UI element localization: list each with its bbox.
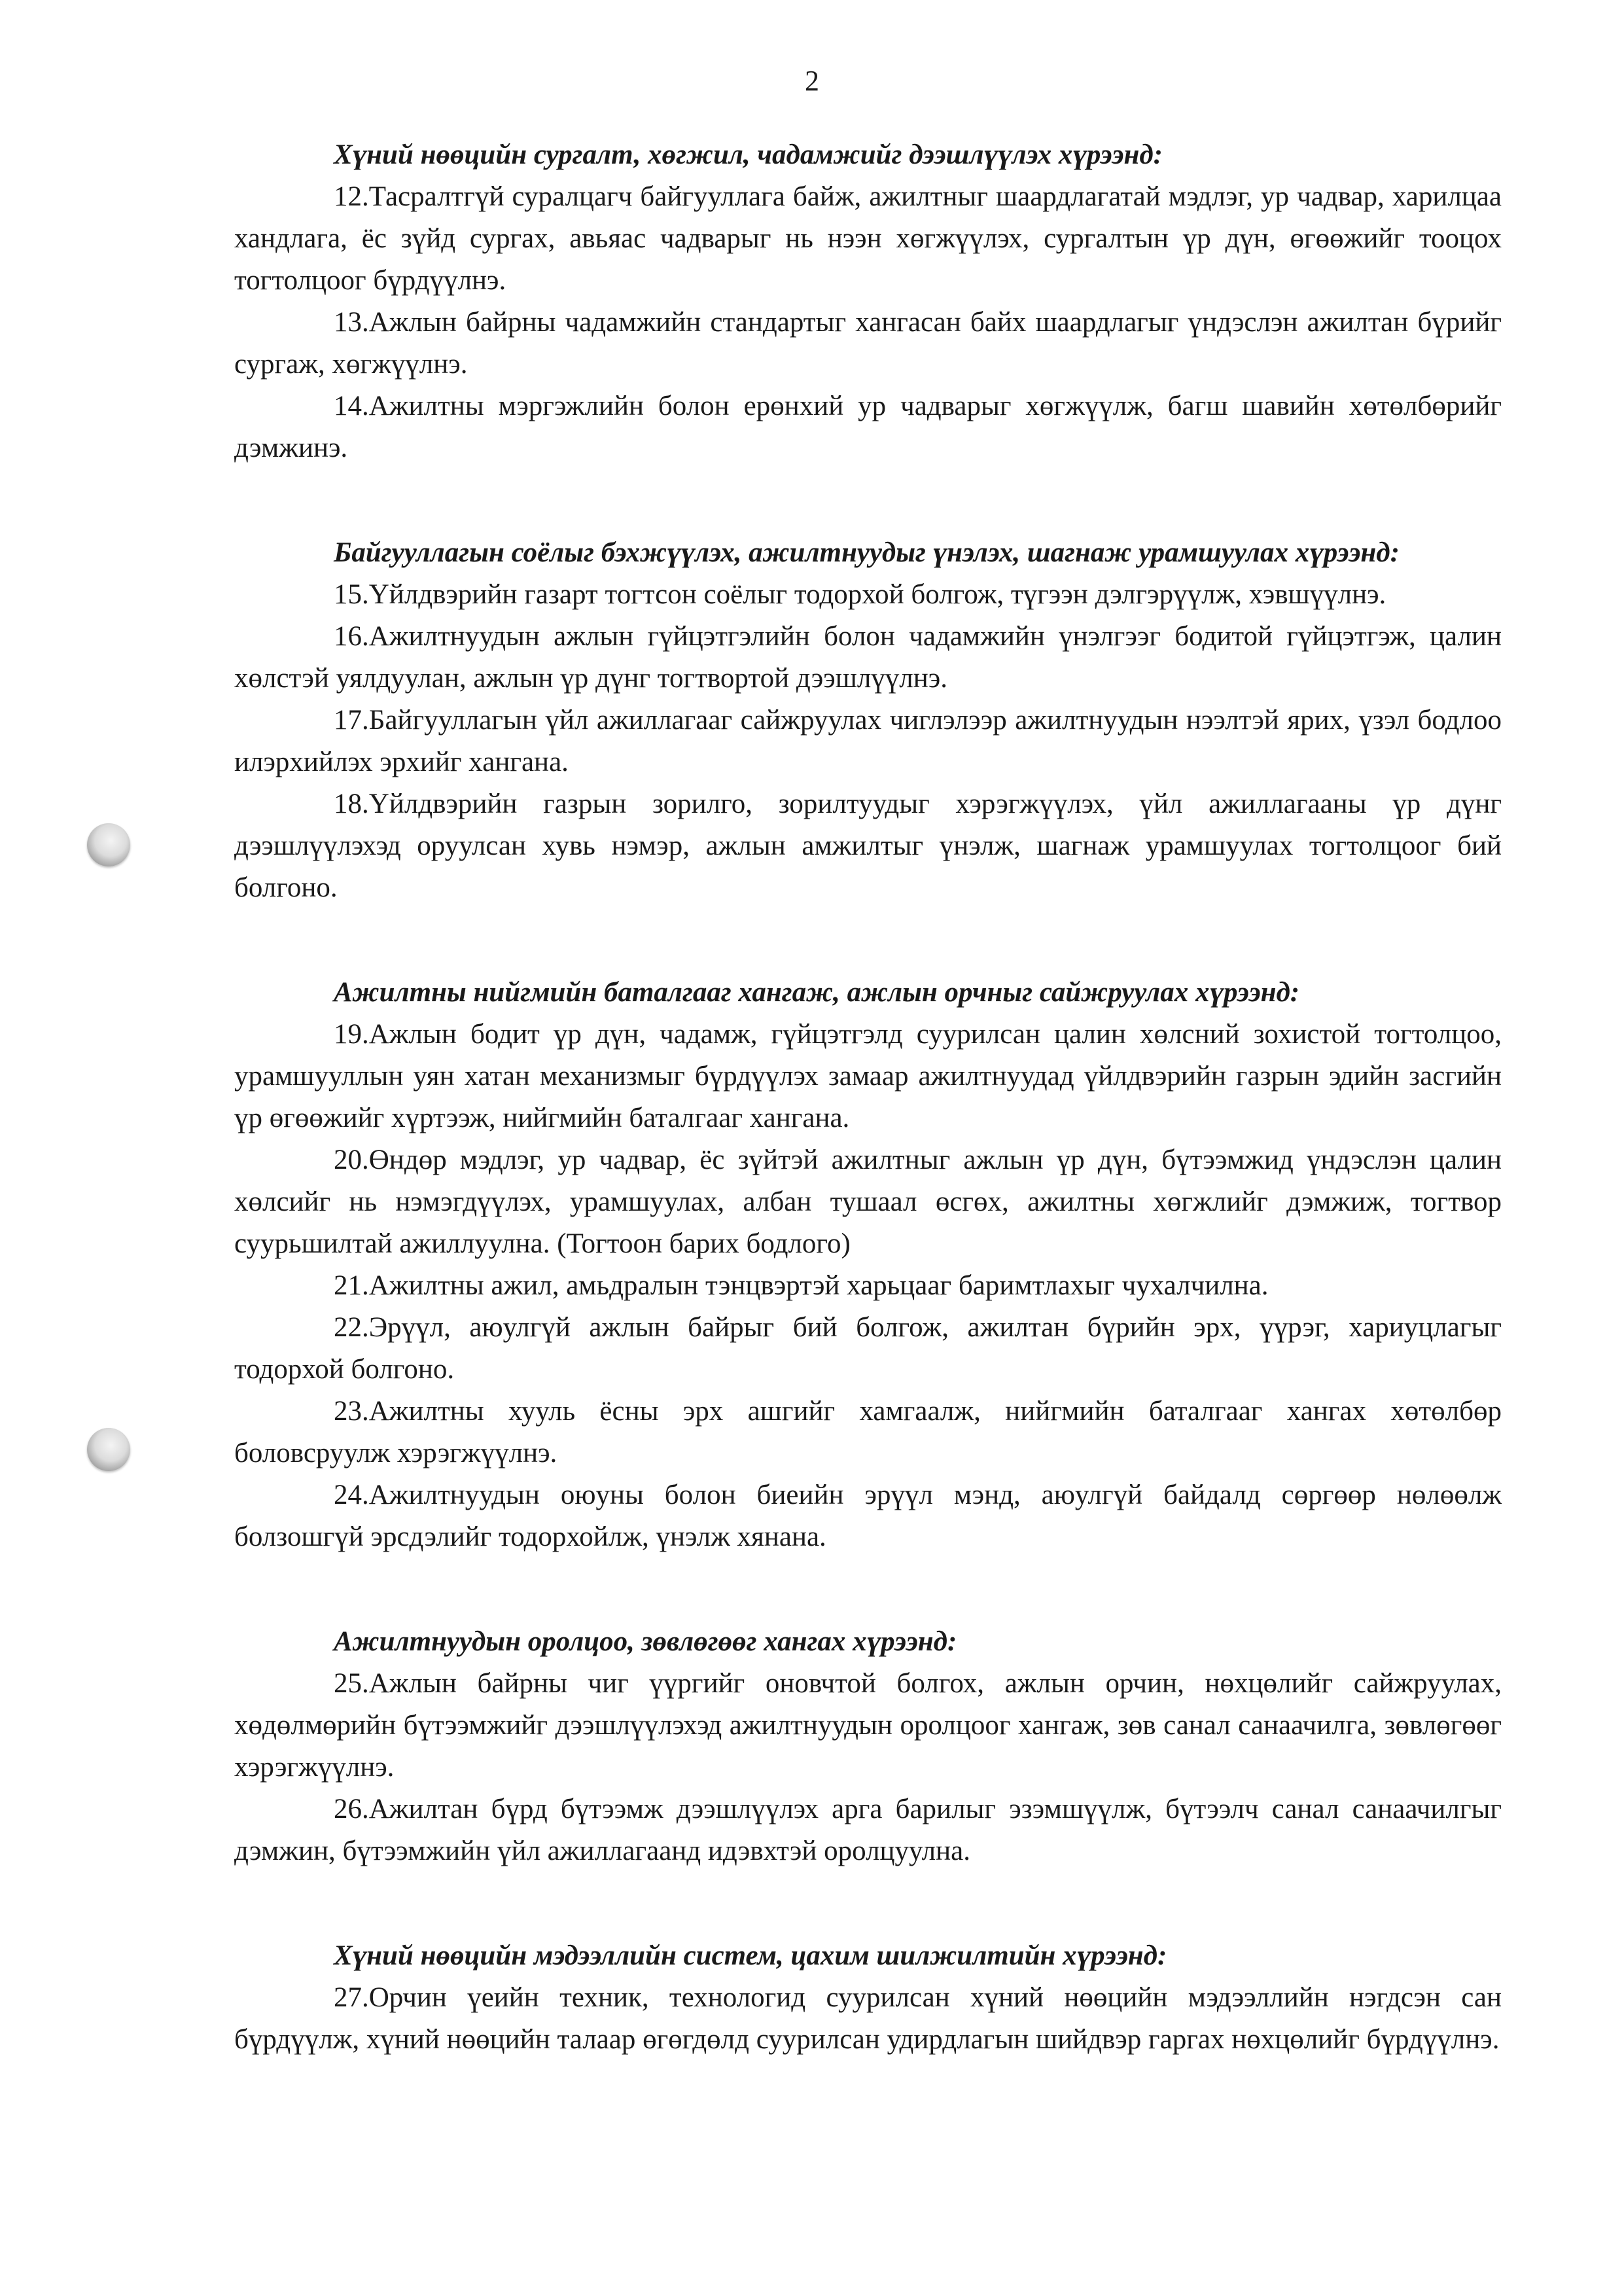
paragraph-21: 21.Ажилтны ажил, амьдралын тэнцвэртэй харьцааг баримтлахыг чухалчилна.	[334, 1270, 1269, 1301]
paragraph-23: 23.Ажилтны хууль ёсны эрх ашгийг хамгаалж, нийгмийн баталгааг хангах хөтөлбөр боловсруулж хэрэгжүүлнэ.	[234, 1396, 1502, 1468]
section-heading-social-security: Ажилтны нийгмийн баталгааг хангаж, ажлын орчныг сайжруулах хүрээнд:	[334, 977, 1300, 1008]
section-heading-culture: Байгууллагын соёлыг бэхжүүлэх, ажилтнуудыг үнэлэх, шагнаж урамшуулах хүрээнд:	[334, 537, 1400, 568]
paragraph-13: 13.Ажлын байрны чадамжийн стандартыг хангасан байх шаардлагыг үндэслэн ажилтан бүрийг сургаж, хөгжүүлнэ.	[234, 307, 1502, 380]
punch-hole-upper	[87, 823, 130, 866]
paragraph-15: 15.Үйлдвэрийн газарт тогтсон соёлыг тодорхой болгож, түгээн дэлгэрүүлж, хэвшүүлнэ.	[334, 579, 1386, 610]
section-heading-participation: Ажилтнуудын оролцоо, зөвлөгөөг хангах хүрээнд:	[334, 1626, 957, 1657]
paragraph-12: 12.Тасралтгүй суралцагч байгууллага байж, ажилтныг шаардлагатай мэдлэг, ур чадвар, харилцаа хандлага, ёс зүйд сургах, авьяас чадварыг нь нээн хөгжүүлэх, сургалтын үр дүн, өгөөжийг тооцох тогтолцоог бүрдүүлнэ.	[234, 181, 1502, 296]
paragraph-24: 24.Ажилтнуудын оюуны болон биеийн эрүүл мэнд, аюулгүй байдалд сөргөөр нөлөөлж болзошгүй эрсдэлийг тодорхойлж, үнэлж хянана.	[234, 1480, 1502, 1552]
paragraph-18: 18.Үйлдвэрийн газрын зорилго, зорилтуудыг хэрэгжүүлэх, үйл ажиллагааны үр дүнг дээшлүүлэхэд оруулсан хувь нэмэр, ажлын амжилтыг үнэлж, шагнаж урамшуулах тогтолцоог бий болгоно.	[234, 789, 1502, 903]
paragraph-20: 20.Өндөр мэдлэг, ур чадвар, ёс зүйтэй ажилтныг ажлын үр дүн, бүтээмжид үндэслэн цалин хөлсийг нь нэмэгдүүлэх, урамшуулах, албан тушаал өсгөх, ажилтны хөгжлийг дэмжиж, тогтвор суурьшилтай ажиллуулна. (Тогтоон барих бодлого)	[234, 1145, 1502, 1259]
paragraph-16: 16.Ажилтнуудын ажлын гүйцэтгэлийн болон чадамжийн үнэлгээг бодитой гүйцэтгэж, цалин хөлстэй уялдуулан, ажлын үр дүнг тогтвортой дээшлүүлнэ.	[234, 621, 1502, 694]
paragraph-14: 14.Ажилтны мэргэжлийн болон ерөнхий ур чадварыг хөгжүүлж, багш шавийн хөтөлбөрийг дэмжинэ.	[234, 391, 1502, 463]
paragraph-25: 25.Ажлын байрны чиг үүргийг оновчтой болгох, ажлын орчин, нөхцөлийг сайжруулах, хөдөлмөрийн бүтээмжийг дээшлүүлэхэд ажилтнуудын оролцоог хангаж, зөв санал санаачилга, зөвлөгөөг хэрэгжүүлнэ.	[234, 1668, 1502, 1783]
paragraph-26: 26.Ажилтан бүрд бүтээмж дээшлүүлэх арга барилыг эзэмшүүлж, бүтээлч санал санаачилгыг дэмжин, бүтээмжийн үйл ажиллагаанд идэвхтэй оролцуулна.	[234, 1794, 1502, 1866]
paragraph-17: 17.Байгууллагын үйл ажиллагааг сайжруулах чиглэлээр ажилтнуудын нээлтэй ярих, үзэл бодлоо илэрхийлэх эрхийг хангана.	[234, 705, 1502, 777]
paragraph-22: 22.Эрүүл, аюулгүй ажлын байрыг бий болгож, ажилтан бүрийн эрх, үүрэг, хариуцлагыг тодорхой болгоно.	[234, 1312, 1502, 1385]
section-heading-training: Хүний нөөцийн сургалт, хөгжил, чадамжийг дээшлүүлэх хүрээнд:	[334, 139, 1163, 170]
section-heading-information-system: Хүний нөөцийн мэдээллийн систем, цахим шилжилтийн хүрээнд:	[334, 1940, 1167, 1971]
punch-hole-lower	[87, 1428, 130, 1471]
paragraph-19: 19.Ажлын бодит үр дүн, чадамж, гүйцэтгэлд суурилсан цалин хөлсний зохистой тогтолцоо, урамшууллын уян хатан механизмыг бүрдүүлэх замаар ажилтнуудад үйлдвэрийн газрын эдийн засгийн үр өгөөжийг хүртээж, нийгмийн баталгааг хангана.	[234, 1019, 1502, 1133]
paragraph-27: 27.Орчин үеийн техник, технологид суурилсан хүний нөөцийн мэдээллийн нэгдсэн сан бүрдүүлж, хүний нөөцийн талаар өгөгдөлд суурилсан удирдлагын шийдвэр гаргах нөхцөлийг бүрдүүлнэ.	[234, 1982, 1502, 2055]
page-number: 2	[805, 65, 819, 97]
document-body	[234, 134, 1502, 2061]
